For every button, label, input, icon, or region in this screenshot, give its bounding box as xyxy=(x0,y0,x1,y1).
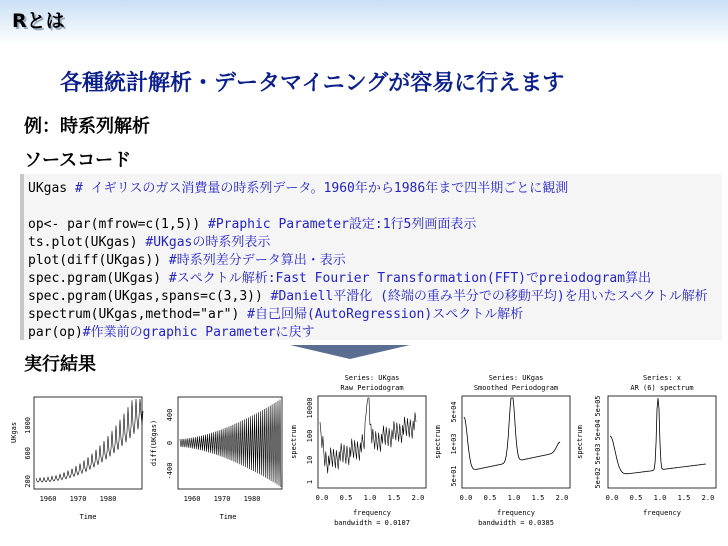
plot-subtitle: AR (6) spectrum xyxy=(630,384,694,392)
x-tick-label: 1980 xyxy=(99,495,117,503)
x-axis-label: Time xyxy=(79,513,97,521)
y-tick-label: 5e+01 xyxy=(450,465,458,487)
code-line: par(op)#作業前のgraphic Parameterに戻す xyxy=(28,325,315,340)
y-tick-label: 600 xyxy=(24,447,32,460)
code-line: UKgas # イギリスのガス消費量の時系列データ。1960年から1986年まで四半期ごとに観測 xyxy=(28,181,569,196)
source-code-heading: ソースコード xyxy=(24,150,132,171)
y-tick-label: 10 xyxy=(306,455,314,465)
code-line: spectrum(UKgas,method="ar") #自己回帰(AutoRegression)スペクトル解析 xyxy=(28,307,524,322)
code-line: ts.plot(UKgas) #UKgasの時系列表示 xyxy=(28,235,271,250)
x-tick-label: 1960 xyxy=(39,495,57,503)
series-line xyxy=(36,399,143,482)
code-line: op<- par(mfrow=c(1,5)) #Praphic Parameter設定:1行5列画面表示 xyxy=(28,217,477,232)
series-line xyxy=(464,398,560,469)
x-axis-label: frequency xyxy=(643,509,681,517)
plot-time-series xyxy=(8,385,148,525)
y-tick-label: 100 xyxy=(306,429,314,443)
plot-ar-spectrum xyxy=(576,372,726,532)
code-line: spec.pgram(UKgas,spans=c(3,3)) #Daniell平滑化 (終端の重み半分での移動平均)を用いたスペクトル解析 xyxy=(28,289,708,304)
y-tick-label: 0 xyxy=(166,440,174,446)
y-tick-label: -400 xyxy=(166,462,174,480)
x-tick-label: 1.0 xyxy=(653,494,667,502)
x-tick-label: 2.0 xyxy=(555,494,569,502)
x-tick-label: 0.5 xyxy=(339,494,353,502)
result-heading: 実行結果 xyxy=(24,354,96,375)
title-bar xyxy=(0,0,728,44)
x-tick-label: 1970 xyxy=(69,495,87,503)
y-axis-label: diff(UKgas) xyxy=(150,419,158,467)
plot-smoothed-periodogram xyxy=(432,372,578,532)
code-rail xyxy=(20,174,24,340)
y-tick-label: 1 xyxy=(306,479,314,485)
plot-frame xyxy=(34,397,142,489)
plot-subtitle: Smoothed Periodogram xyxy=(473,384,559,392)
plot-title: Series: x xyxy=(643,374,681,382)
slide-title: Rとは xyxy=(12,10,65,32)
y-tick-label: 400 xyxy=(166,408,174,422)
series-line xyxy=(320,398,416,473)
x-tick-label: 0.5 xyxy=(629,494,643,502)
x-tick-label: 0.5 xyxy=(483,494,497,502)
headline: 各種統計解析・データマイニングが容易に行えます xyxy=(60,71,565,96)
example-heading: 例：時系列解析 xyxy=(24,116,150,137)
y-tick-label: 5e+05 xyxy=(594,395,602,417)
x-tick-label: 2.0 xyxy=(411,494,425,502)
x-tick-label: 1.5 xyxy=(531,494,545,502)
y-axis-label: spectrum xyxy=(434,425,442,459)
y-tick-label: 5e+02 xyxy=(594,467,602,489)
y-axis-label: UKgas xyxy=(10,421,18,443)
x-tick-label: 2.0 xyxy=(701,494,715,502)
x-tick-label: 1.5 xyxy=(677,494,691,502)
code-block xyxy=(20,174,722,340)
x-tick-label: 0.0 xyxy=(605,494,619,502)
y-tick-label: 1e+03 xyxy=(450,433,458,455)
bandwidth-note: bandwidth = 0.0385 xyxy=(478,519,554,527)
x-tick-label: 1.0 xyxy=(507,494,521,502)
y-tick-label: 5e+04 xyxy=(594,419,602,441)
x-tick-label: 1.5 xyxy=(387,494,401,502)
x-tick-label: 1980 xyxy=(243,495,261,503)
plot-diff-series xyxy=(148,385,288,525)
x-tick-label: 1960 xyxy=(183,495,201,503)
x-axis-label: frequency xyxy=(497,509,535,517)
y-tick-label: 5e+04 xyxy=(450,401,458,423)
x-tick-label: 1.0 xyxy=(363,494,377,502)
y-tick-label: 5e+03 xyxy=(594,443,602,465)
code-line: plot(diff(UKgas)) #時系列差分データ算出・表示 xyxy=(28,253,346,268)
y-tick-label: 200 xyxy=(24,475,32,488)
code-line: spec.pgram(UKgas) #スペクトル解析:Fast Fourier Transformation(FFT)でpreiodogram算出 xyxy=(28,271,652,286)
bandwidth-note: bandwidth = 0.0107 xyxy=(334,519,410,527)
y-tick-label: 10000 xyxy=(306,397,314,419)
x-tick-label: 0.0 xyxy=(459,494,473,502)
x-tick-label: 1970 xyxy=(213,495,231,503)
plot-frame xyxy=(462,396,570,488)
series-line xyxy=(180,400,281,487)
plot-title: Series: UKgas xyxy=(344,374,400,382)
down-arrow-icon xyxy=(290,345,410,359)
plot-frame xyxy=(608,396,716,488)
plot-title: Series: UKgas xyxy=(488,374,544,382)
plot-subtitle: Raw Periodogram xyxy=(340,384,404,392)
y-axis-label: spectrum xyxy=(290,425,298,459)
x-axis-label: Time xyxy=(219,513,237,521)
x-axis-label: frequency xyxy=(353,509,391,517)
series-line xyxy=(610,398,706,474)
y-tick-label: 1000 xyxy=(24,417,32,434)
y-axis-label: spectrum xyxy=(576,425,584,459)
plot-raw-periodogram xyxy=(288,372,434,532)
x-tick-label: 0.0 xyxy=(315,494,329,502)
